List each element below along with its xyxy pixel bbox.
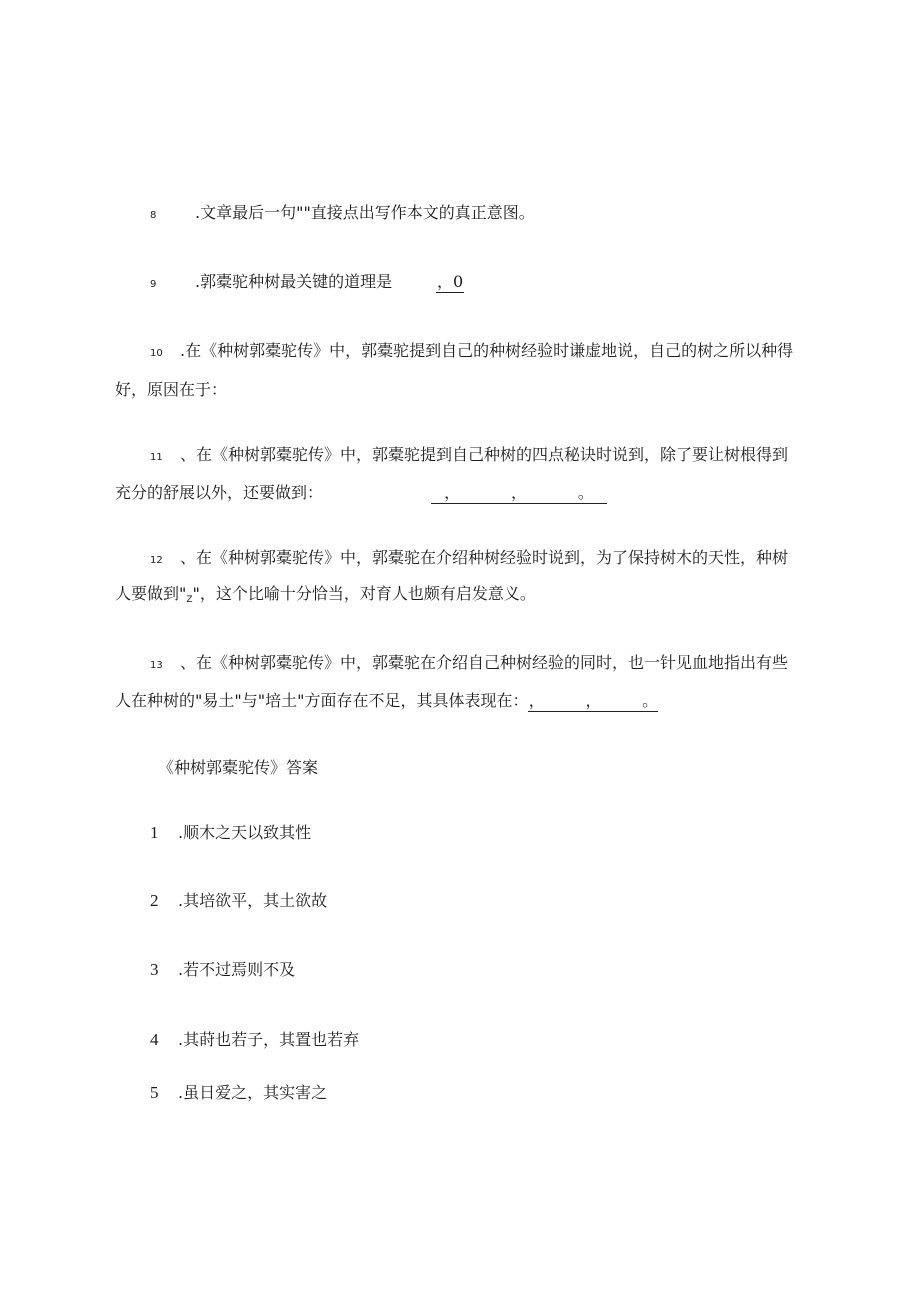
- question-number: 8: [150, 210, 157, 221]
- question-text: 、在《种树郭橐驼传》中，郭橐驼在介绍种树经验时说到，为了保持树木的天性，种树: [180, 548, 789, 567]
- question-13-line-2: [115, 691, 658, 712]
- answer-text: .其莳也若子，其置也若弃: [178, 1030, 360, 1049]
- question-10-line-2: 好，原因在于：: [115, 380, 228, 399]
- question-text: .在《种树郭橐驼传》中，郭橐驼提到自己的种树经验时谦虚地说，自己的树之所以种得: [180, 341, 794, 360]
- question-text: 充分的舒展以外，还要做到：: [115, 483, 324, 502]
- question-text: 、在《种树郭橐驼传》中，郭橐驼在介绍自己种树经验的同时，也一针见血地指出有些: [180, 653, 789, 672]
- answer-item: [150, 891, 327, 911]
- answers-title: 《种树郭橐驼传》答案: [158, 758, 319, 777]
- question-12-line-1: [150, 548, 788, 571]
- answer-item: [150, 1083, 327, 1103]
- question-9: [150, 272, 464, 295]
- question-13-line-1: [150, 653, 788, 676]
- answer-item: [150, 1030, 359, 1050]
- question-text: 人在种树的"易土"与"培土"方面存在不足，其具体表现在：: [115, 691, 529, 710]
- answer-number: 3: [150, 960, 159, 979]
- answer-text: .其培欲平，其土欲故: [178, 891, 328, 910]
- answer-text: .若不过焉则不及: [178, 960, 296, 979]
- question-text: .郭橐驼种树最关键的道理是: [195, 272, 393, 291]
- question-text: 、在《种树郭橐驼传》中，郭橐驼提到自己种树的四点秘诀时说到，除了要让树根得到: [180, 445, 789, 464]
- blank-marker: Z: [186, 595, 193, 605]
- question-number: 11: [150, 452, 163, 463]
- answer-blank[interactable]: ，0: [437, 272, 464, 291]
- answer-text: .顺木之天以致其性: [178, 823, 312, 842]
- answer-text: .虽日爱之，其实害之: [178, 1083, 328, 1102]
- question-text: "，这个比喻十分恰当，对育人也颇有启发意义。: [192, 584, 536, 603]
- question-number: 9: [150, 279, 157, 290]
- question-10-line-1: [150, 341, 793, 364]
- question-number: 13: [150, 660, 163, 671]
- answer-blank[interactable]: ， ， 。: [528, 691, 659, 710]
- question-11-line-2: [115, 483, 607, 504]
- answer-item: [150, 823, 311, 843]
- question-text: .文章最后一句""直接点出写作本文的真正意图。: [195, 203, 535, 222]
- question-12-line-2: [115, 584, 536, 607]
- question-number: 10: [150, 348, 163, 359]
- answer-number: 5: [150, 1083, 159, 1102]
- answer-number: 2: [150, 891, 159, 910]
- answer-number: 1: [150, 823, 159, 842]
- question-text: 人要做到": [115, 584, 187, 603]
- question-number: 12: [150, 555, 163, 566]
- question-8: [150, 203, 535, 226]
- question-11-line-1: [150, 445, 788, 468]
- answer-number: 4: [150, 1030, 159, 1049]
- answer-blank[interactable]: ， ， 。: [431, 483, 607, 504]
- answer-item: [150, 960, 295, 980]
